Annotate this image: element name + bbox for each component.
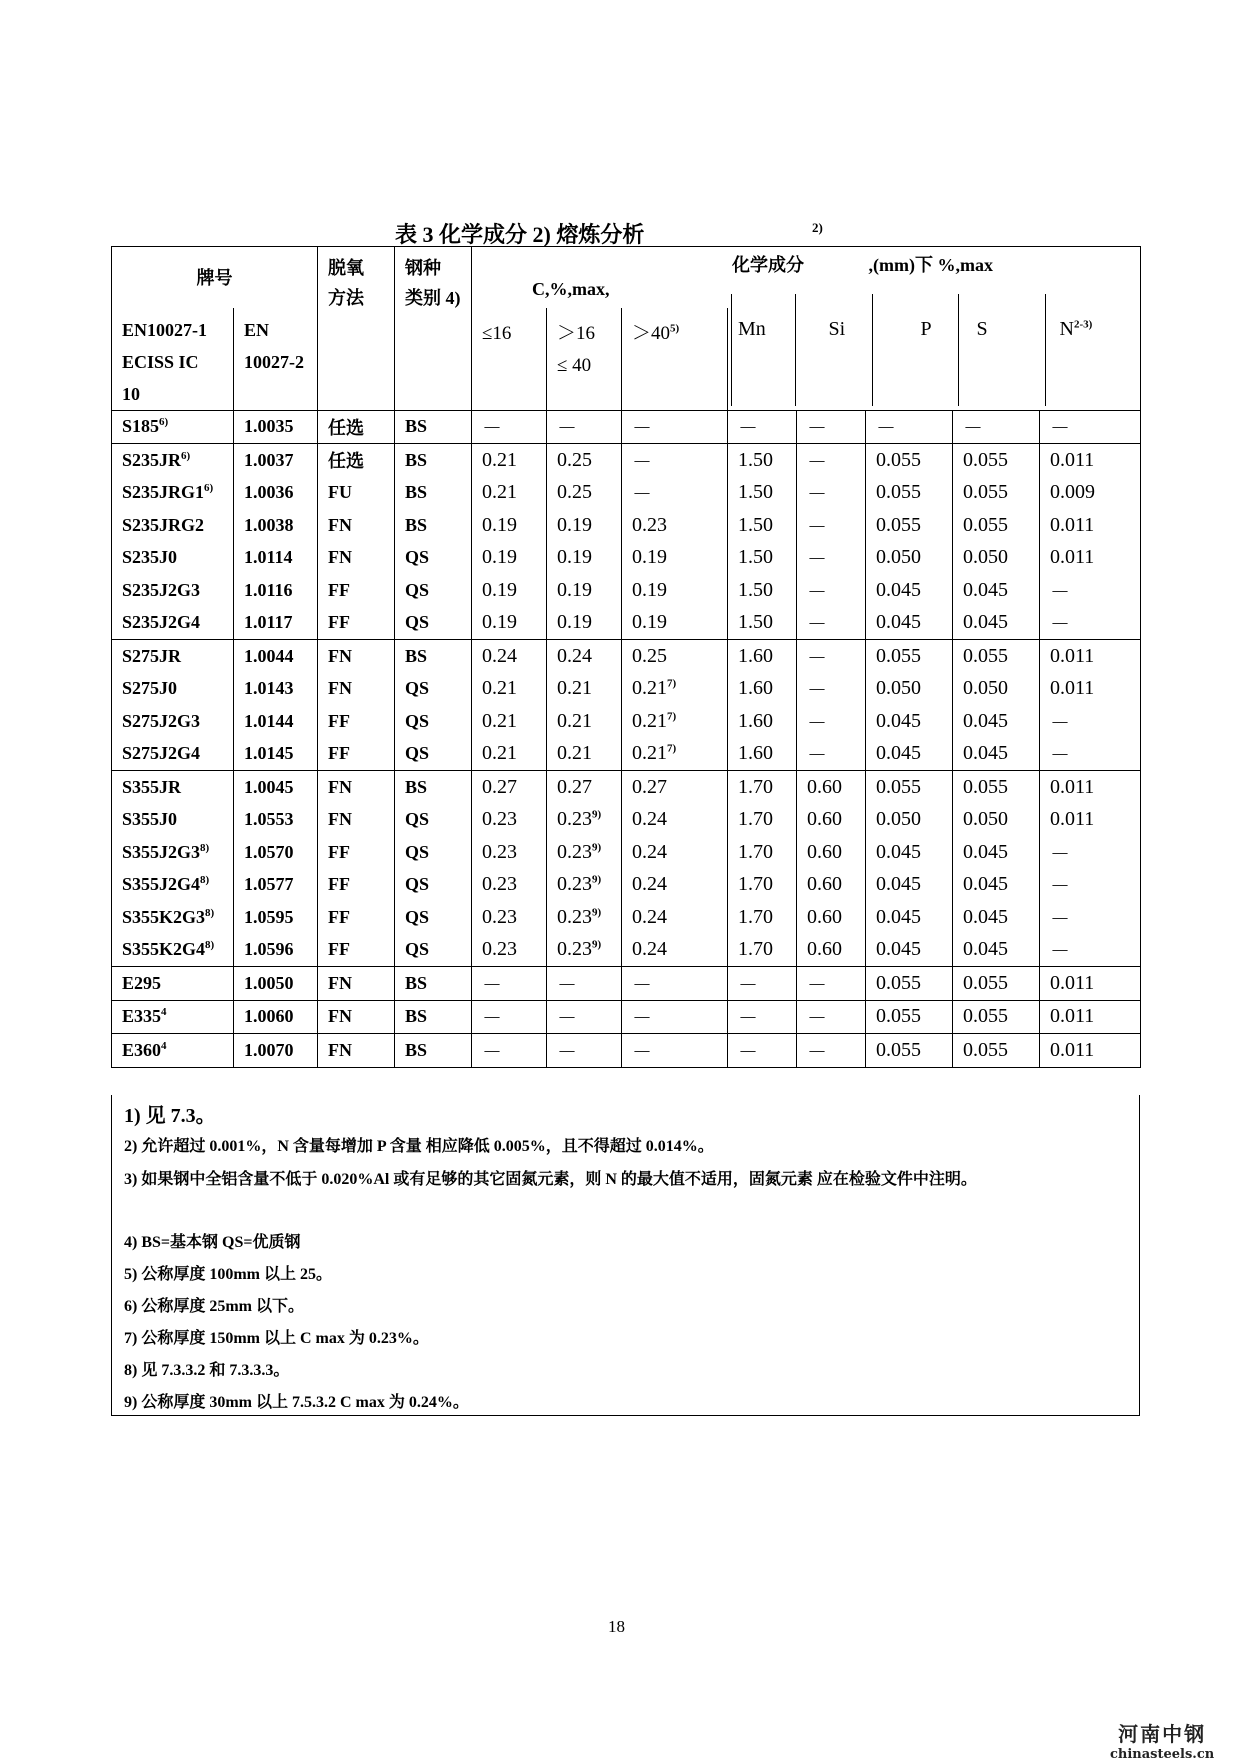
cell-num: 1.0037 <box>234 444 318 477</box>
cell-s: 0.055 <box>953 967 1040 1001</box>
cell-s: 0.055 <box>953 444 1040 477</box>
cell-p: 0.045 <box>866 705 953 738</box>
cell-g: S185$^{6)}$ <box>112 410 234 444</box>
cell-mn: 1.50 <box>728 509 797 542</box>
cell-q: BS <box>395 967 472 1001</box>
cell-num: 1.0596 <box>234 934 318 967</box>
cell-p: 0.045 <box>866 869 953 902</box>
cell-c1: 0.27 <box>472 771 547 804</box>
table-row <box>112 574 1141 607</box>
cell-si: － <box>797 1000 866 1034</box>
cell-c1: 0.21 <box>472 673 547 706</box>
cell-c1: 0.19 <box>472 509 547 542</box>
cell-d: FN <box>318 967 395 1001</box>
cell-c1: － <box>472 967 547 1001</box>
table-row <box>112 1000 1141 1034</box>
cell-c3: 0.24 <box>622 836 728 869</box>
cell-q: QS <box>395 901 472 934</box>
cell-q: BS <box>395 640 472 673</box>
cell-mn: 1.60 <box>728 640 797 673</box>
cell-n: 0.011 <box>1040 673 1141 706</box>
watermark-logo: 河南中钢 chinasteels.cn <box>1110 1722 1215 1762</box>
cell-si: 0.60 <box>797 804 866 837</box>
cell-c1: 0.21 <box>472 705 547 738</box>
cell-n: 0.011 <box>1040 444 1141 477</box>
cell-c1: － <box>472 1000 547 1034</box>
cell-num: 1.0553 <box>234 804 318 837</box>
cell-c2: 0.25 <box>547 477 622 510</box>
cell-g: S275J2G4 <box>112 738 234 771</box>
cell-n: 0.009 <box>1040 477 1141 510</box>
cell-d: 任选 <box>318 444 395 477</box>
note-2: 2) 允许超过 0.001%，N 含量每增加 P 含量 相应降低 0.005%，且不得超过 0.014%。 <box>124 1138 714 1155</box>
cell-si: － <box>797 640 866 673</box>
cell-c2: 0.21 <box>547 705 622 738</box>
cell-c3: 0.19 <box>622 574 728 607</box>
cell-c3: － <box>622 444 728 477</box>
page-number: 18 <box>608 1617 625 1636</box>
cell-s: 0.055 <box>953 477 1040 510</box>
cell-s: 0.055 <box>953 1034 1040 1068</box>
cell-c1: 0.23 <box>472 836 547 869</box>
cell-mn: － <box>728 1034 797 1068</box>
table-row <box>112 869 1141 902</box>
cell-mn: － <box>728 410 797 444</box>
cell-s: 0.045 <box>953 705 1040 738</box>
cell-q: QS <box>395 836 472 869</box>
cell-num: 1.0045 <box>234 771 318 804</box>
chemical-composition-header: 化学成分 ,(mm)下 %,max C,%,max, <box>472 247 1141 308</box>
table-row <box>112 705 1141 738</box>
cell-s: 0.045 <box>953 901 1040 934</box>
cell-mn: 1.50 <box>728 542 797 575</box>
cell-num: 1.0050 <box>234 967 318 1001</box>
cell-num: 1.0060 <box>234 1000 318 1034</box>
cell-d: FN <box>318 640 395 673</box>
cell-num: 1.0044 <box>234 640 318 673</box>
cell-c2: 0.21 <box>547 673 622 706</box>
cell-num: 1.0036 <box>234 477 318 510</box>
cell-si: － <box>797 673 866 706</box>
cell-g: E295 <box>112 967 234 1001</box>
table-row <box>112 607 1141 640</box>
cell-c1: 0.19 <box>472 607 547 640</box>
cell-s: 0.045 <box>953 836 1040 869</box>
cell-c2: 0.23$^{9)}$ <box>547 836 622 869</box>
cell-p: 0.055 <box>866 771 953 804</box>
cell-n: 0.011 <box>1040 804 1141 837</box>
cell-p: 0.055 <box>866 1000 953 1034</box>
cell-c2: － <box>547 410 622 444</box>
note-1: 1) 见 7.3。 <box>124 1105 216 1127</box>
cell-c2: 0.27 <box>547 771 622 804</box>
header-divider-n <box>1045 294 1046 406</box>
cell-num: 1.0577 <box>234 869 318 902</box>
cell-g: $E360^4$ <box>112 1034 234 1068</box>
cell-mn: 1.70 <box>728 934 797 967</box>
cell-mn: 1.60 <box>728 738 797 771</box>
cell-g: S235JRG2 <box>112 509 234 542</box>
cell-c2: 0.23$^{9)}$ <box>547 804 622 837</box>
cell-g: S235J2G4 <box>112 607 234 640</box>
cell-si: － <box>797 477 866 510</box>
cell-si: － <box>797 410 866 444</box>
cell-p: 0.055 <box>866 640 953 673</box>
cell-c1: 0.23 <box>472 869 547 902</box>
cell-q: BS <box>395 771 472 804</box>
cell-q: BS <box>395 509 472 542</box>
cell-c1: 0.21 <box>472 738 547 771</box>
cell-mn: 1.70 <box>728 804 797 837</box>
cell-p: 0.045 <box>866 934 953 967</box>
cell-q: QS <box>395 673 472 706</box>
note-5: 5) 公称厚度 100mm 以上 25。 <box>124 1266 332 1283</box>
cell-d: FF <box>318 574 395 607</box>
cell-mn: 1.60 <box>728 705 797 738</box>
grade-header: 牌号 <box>112 247 318 308</box>
cell-c1: － <box>472 1034 547 1068</box>
cell-q: BS <box>395 477 472 510</box>
cell-p: 0.055 <box>866 444 953 477</box>
cell-n: 0.011 <box>1040 967 1141 1001</box>
cell-g: S355JR <box>112 771 234 804</box>
n-header: $N^{2-3)}$ <box>1040 308 1141 411</box>
p-header: P <box>920 317 932 340</box>
cell-mn: 1.50 <box>728 574 797 607</box>
cell-c2: 0.23$^{9)}$ <box>547 934 622 967</box>
cell-c2: 0.25 <box>547 444 622 477</box>
cell-n: － <box>1040 607 1141 640</box>
cell-si: － <box>797 542 866 575</box>
cell-d: FF <box>318 836 395 869</box>
cell-d: FN <box>318 1000 395 1034</box>
cell-g: S275J0 <box>112 673 234 706</box>
cell-p: 0.055 <box>866 477 953 510</box>
cell-c1: 0.24 <box>472 640 547 673</box>
cell-si: 0.60 <box>797 934 866 967</box>
cell-n: 0.011 <box>1040 640 1141 673</box>
cell-g: S275JR <box>112 640 234 673</box>
cell-n: 0.011 <box>1040 542 1141 575</box>
cell-q: QS <box>395 804 472 837</box>
cell-c2: 0.21 <box>547 738 622 771</box>
cell-num: 1.0595 <box>234 901 318 934</box>
cell-n: － <box>1040 901 1141 934</box>
mn-header: Mn <box>728 308 797 411</box>
cell-c1: 0.19 <box>472 542 547 575</box>
cell-p: 0.055 <box>866 1034 953 1068</box>
thickness-gt40-header: $>40^{5)}$ <box>622 308 728 411</box>
cell-p: 0.055 <box>866 509 953 542</box>
cell-d: FU <box>318 477 395 510</box>
cell-s: 0.055 <box>953 1000 1040 1034</box>
cell-num: 1.0145 <box>234 738 318 771</box>
cell-c3: － <box>622 1034 728 1068</box>
cell-num: 1.0116 <box>234 574 318 607</box>
cell-d: FN <box>318 771 395 804</box>
cell-s: 0.055 <box>953 771 1040 804</box>
cell-c3: － <box>622 1000 728 1034</box>
cell-p: 0.055 <box>866 967 953 1001</box>
header-divider-si <box>795 294 796 406</box>
cell-p: － <box>866 410 953 444</box>
cell-s: 0.050 <box>953 804 1040 837</box>
cell-c3: 0.24 <box>622 934 728 967</box>
cell-s: 0.045 <box>953 934 1040 967</box>
cell-si: － <box>797 607 866 640</box>
cell-s: 0.045 <box>953 607 1040 640</box>
cell-c1: 0.19 <box>472 574 547 607</box>
cell-c3: 0.19 <box>622 607 728 640</box>
cell-c1: 0.23 <box>472 934 547 967</box>
cell-c1: 0.21 <box>472 477 547 510</box>
cell-q: QS <box>395 934 472 967</box>
cell-c3: 0.24 <box>622 901 728 934</box>
cell-c2: 0.24 <box>547 640 622 673</box>
cell-g: S235JRG1$^{6)}$ <box>112 477 234 510</box>
cell-si: 0.60 <box>797 901 866 934</box>
cell-num: 1.0570 <box>234 836 318 869</box>
cell-d: FN <box>318 1034 395 1068</box>
cell-g: S275J2G3 <box>112 705 234 738</box>
cell-num: 1.0070 <box>234 1034 318 1068</box>
cell-d: FN <box>318 673 395 706</box>
thickness-le16-header: ≤16 <box>472 308 547 411</box>
cell-c3: 0.24 <box>622 804 728 837</box>
cell-n: 0.011 <box>1040 771 1141 804</box>
cell-n: － <box>1040 738 1141 771</box>
cell-num: 1.0117 <box>234 607 318 640</box>
cell-d: 任选 <box>318 410 395 444</box>
cell-s: 0.055 <box>953 640 1040 673</box>
cell-mn: 1.70 <box>728 869 797 902</box>
cell-mn: 1.70 <box>728 771 797 804</box>
cell-n: － <box>1040 869 1141 902</box>
cell-num: 1.0035 <box>234 410 318 444</box>
cell-c3: 0.23 <box>622 509 728 542</box>
table-row <box>112 542 1141 575</box>
cell-d: FN <box>318 804 395 837</box>
cell-n: － <box>1040 934 1141 967</box>
cell-s: － <box>953 410 1040 444</box>
s-header: S <box>976 317 988 340</box>
table-row <box>112 934 1141 967</box>
cell-n: － <box>1040 410 1141 444</box>
cell-g: $E335^4$ <box>112 1000 234 1034</box>
cell-c2: 0.23$^{9)}$ <box>547 869 622 902</box>
cell-si: － <box>797 444 866 477</box>
cell-g: S355J0 <box>112 804 234 837</box>
cell-q: QS <box>395 705 472 738</box>
cell-s: 0.045 <box>953 869 1040 902</box>
cell-g: S235J2G3 <box>112 574 234 607</box>
cell-si: 0.60 <box>797 836 866 869</box>
table-row <box>112 444 1141 477</box>
cell-num: 1.0143 <box>234 673 318 706</box>
cell-c3: － <box>622 477 728 510</box>
table-row <box>112 967 1141 1001</box>
table-title: 表 3 化学成分 2) 熔炼分析 <box>395 222 645 247</box>
cell-p: 0.045 <box>866 607 953 640</box>
cell-d: FF <box>318 869 395 902</box>
note-6: 6) 公称厚度 25mm 以下。 <box>124 1298 304 1315</box>
cell-p: 0.045 <box>866 738 953 771</box>
cell-p: 0.050 <box>866 542 953 575</box>
cell-mn: 1.50 <box>728 444 797 477</box>
note-8: 8) 见 7.3.3.2 和 7.3.3.3。 <box>124 1362 290 1379</box>
cell-n: － <box>1040 574 1141 607</box>
cell-num: 1.0038 <box>234 509 318 542</box>
cell-g: S235J0 <box>112 542 234 575</box>
cell-si: － <box>797 509 866 542</box>
table-notes <box>111 1095 1140 1416</box>
cell-q: BS <box>395 1000 472 1034</box>
cell-s: 0.045 <box>953 738 1040 771</box>
cell-si: － <box>797 705 866 738</box>
note-3: 3) 如果钢中全铝含量不低于 0.020%Al 或有足够的其它固氮元素，则 N 的最大值不适用，固氮元素 应在检验文件中注明。 <box>124 1171 977 1188</box>
cell-c1: － <box>472 410 547 444</box>
cell-mn: 1.50 <box>728 477 797 510</box>
cell-g: S355K2G3$^{8)}$ <box>112 901 234 934</box>
chemical-composition-table <box>111 246 1141 1068</box>
cell-c3: 0.24 <box>622 869 728 902</box>
cell-q: QS <box>395 574 472 607</box>
cell-p: 0.050 <box>866 673 953 706</box>
table-row <box>112 1034 1141 1068</box>
cell-q: QS <box>395 607 472 640</box>
standard-en10027-2: EN 10027-2 <box>234 308 318 411</box>
cell-c2: 0.19 <box>547 574 622 607</box>
table-row <box>112 410 1141 444</box>
cell-d: FF <box>318 607 395 640</box>
cell-g: S355K2G4$^{8)}$ <box>112 934 234 967</box>
cell-mn: 1.70 <box>728 836 797 869</box>
cell-si: － <box>797 574 866 607</box>
cell-p: 0.045 <box>866 836 953 869</box>
cell-q: BS <box>395 1034 472 1068</box>
cell-s: 0.045 <box>953 574 1040 607</box>
cell-num: 1.0114 <box>234 542 318 575</box>
cell-c2: 0.19 <box>547 542 622 575</box>
note-4: 4) BS=基本钢 QS=优质钢 <box>124 1234 301 1251</box>
cell-c3: 0.21$^{7)}$ <box>622 673 728 706</box>
cell-c3: 0.19 <box>622 542 728 575</box>
cell-c1: 0.23 <box>472 901 547 934</box>
cell-mn: 1.70 <box>728 901 797 934</box>
cell-p: 0.045 <box>866 901 953 934</box>
cell-p: 0.045 <box>866 574 953 607</box>
table-row <box>112 771 1141 804</box>
table-row <box>112 509 1141 542</box>
cell-c1: 0.23 <box>472 804 547 837</box>
cell-s: 0.055 <box>953 509 1040 542</box>
cell-c3: 0.27 <box>622 771 728 804</box>
standard-en10027-1: EN10027-1 ECISS IC 10 <box>112 308 234 411</box>
note-7: 7) 公称厚度 150mm 以上 C max 为 0.23%。 <box>124 1330 429 1347</box>
table-row <box>112 804 1141 837</box>
cell-d: FF <box>318 738 395 771</box>
cell-si: 0.60 <box>797 771 866 804</box>
cell-c2: 0.19 <box>547 509 622 542</box>
cell-n: － <box>1040 836 1141 869</box>
cell-mn: － <box>728 1000 797 1034</box>
cell-mn: － <box>728 967 797 1001</box>
cell-s: 0.050 <box>953 673 1040 706</box>
cell-p: 0.050 <box>866 804 953 837</box>
cell-n: 0.011 <box>1040 509 1141 542</box>
note-9: 9) 公称厚度 30mm 以上 7.5.3.2 C max 为 0.24%。 <box>124 1394 469 1411</box>
cell-g: S355J2G4$^{8)}$ <box>112 869 234 902</box>
cell-g: S235JR$^{6)}$ <box>112 444 234 477</box>
table-row <box>112 836 1141 869</box>
table-row <box>112 640 1141 673</box>
table-row <box>112 901 1141 934</box>
cell-si: － <box>797 738 866 771</box>
cell-d: FF <box>318 901 395 934</box>
cell-q: QS <box>395 542 472 575</box>
cell-s: 0.050 <box>953 542 1040 575</box>
cell-q: BS <box>395 444 472 477</box>
cell-num: 1.0144 <box>234 705 318 738</box>
cell-c2: 0.19 <box>547 607 622 640</box>
cell-c3: － <box>622 967 728 1001</box>
cell-c3: － <box>622 410 728 444</box>
cell-d: FF <box>318 934 395 967</box>
table-row <box>112 673 1141 706</box>
cell-d: FF <box>318 705 395 738</box>
table-title-superscript: 2) <box>812 220 823 235</box>
cell-c3: 0.21$^{7)}$ <box>622 705 728 738</box>
cell-mn: 1.60 <box>728 673 797 706</box>
cell-d: FN <box>318 542 395 575</box>
cell-c2: － <box>547 967 622 1001</box>
header-divider-s <box>958 294 959 406</box>
cell-n: 0.011 <box>1040 1034 1141 1068</box>
header-divider-p <box>872 294 873 406</box>
deoxidation-header: 脱氧 方法 <box>318 247 395 411</box>
table-row <box>112 477 1141 510</box>
cell-n: － <box>1040 705 1141 738</box>
cell-g: S355J2G3$^{8)}$ <box>112 836 234 869</box>
cell-q: BS <box>395 410 472 444</box>
cell-si: 0.60 <box>797 869 866 902</box>
cell-q: QS <box>395 869 472 902</box>
quality-class-header: 钢种 类别 4) <box>395 247 472 411</box>
cell-q: QS <box>395 738 472 771</box>
cell-c1: 0.21 <box>472 444 547 477</box>
cell-c3: 0.25 <box>622 640 728 673</box>
si-header: Si <box>828 317 846 340</box>
cell-c3: 0.21$^{7)}$ <box>622 738 728 771</box>
cell-d: FN <box>318 509 395 542</box>
cell-c2: － <box>547 1000 622 1034</box>
cell-mn: 1.50 <box>728 607 797 640</box>
thickness-16-40-header: ＞16 ≤ 40 <box>547 308 622 411</box>
cell-c2: － <box>547 1034 622 1068</box>
cell-c2: 0.23$^{9)}$ <box>547 901 622 934</box>
cell-n: 0.011 <box>1040 1000 1141 1034</box>
cell-si: － <box>797 967 866 1001</box>
header-divider-mn <box>731 294 732 406</box>
cell-si: － <box>797 1034 866 1068</box>
table-row <box>112 738 1141 771</box>
